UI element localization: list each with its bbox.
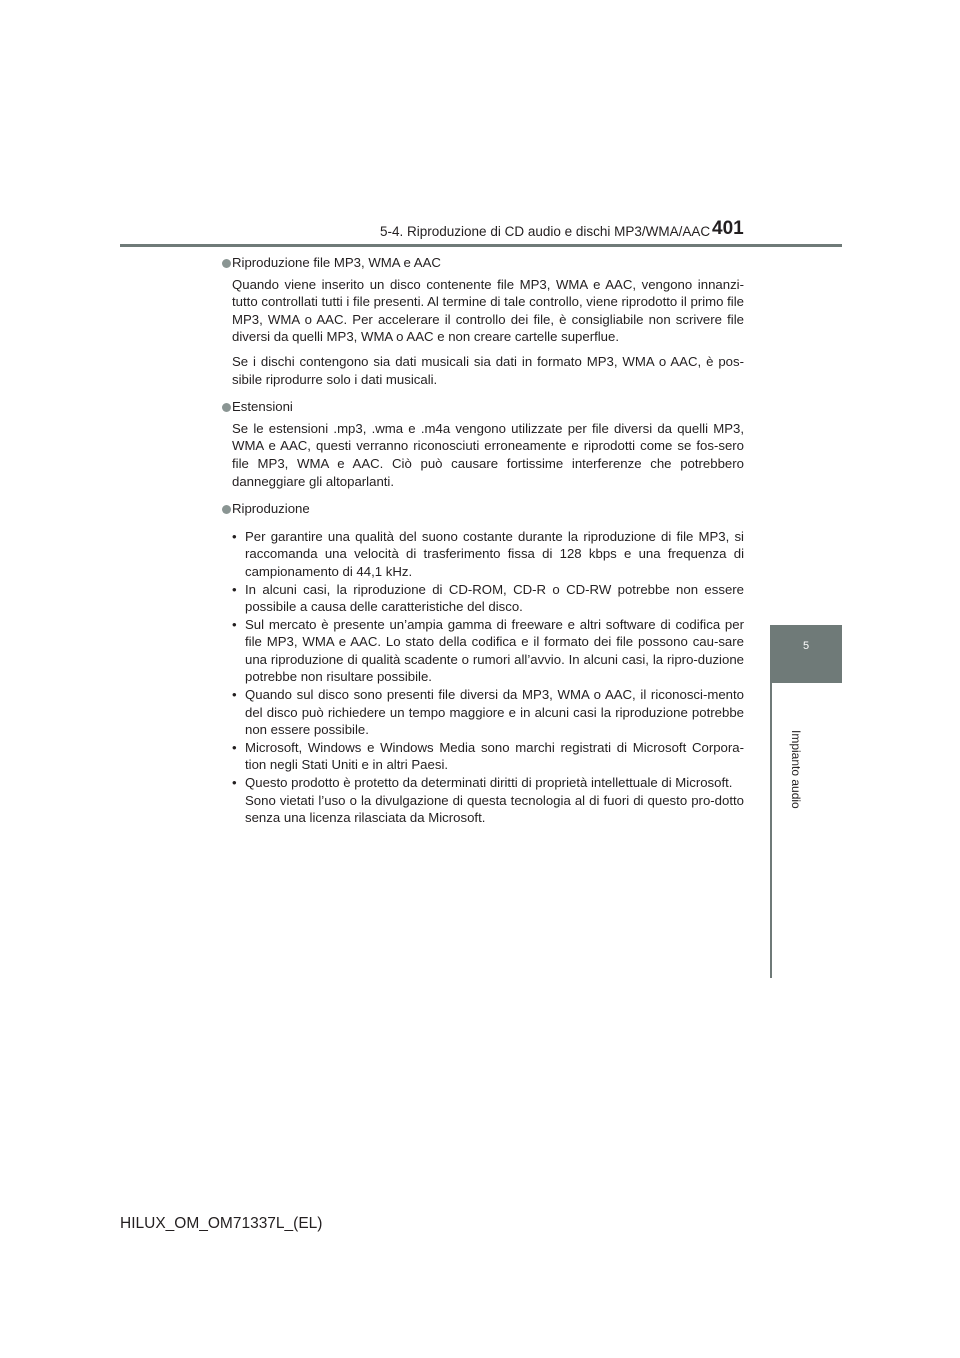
chapter-tab (770, 625, 842, 683)
paragraph: Se le estensioni .mp3, .wma e .m4a vengono utilizzate per file diversi da quelli MP3, WMA e AAC, questi verranno riconosciuti erroneamente e riprodotti come se fos-sero file MP3, WMA e AAC. Ciò può causare fortissime interferenze che potrebbero danneggiare gli altoparlanti. (232, 420, 744, 489)
section-title: 5-4. Riproduzione di CD audio e dischi MP3/WMA/AAC (380, 224, 711, 239)
list-item-text: In alcuni casi, la riproduzione di CD-ROM, CD-R o CD-RW potrebbe non essere possibile a causa delle caratteristiche del disco. (245, 581, 744, 615)
section-mp3-wma-aac (222, 254, 744, 388)
section-heading (222, 398, 744, 416)
section-heading-text: Riproduzione (232, 501, 310, 517)
bullet-dot-icon (222, 505, 231, 514)
section-playback (222, 500, 744, 827)
list-item-text: Sul mercato è presente un’ampia gamma di freeware e altri software di codifica per file MP3, WMA e AAC. Lo stato della codifica e il formato dei file possono cau-sare una riproduzione di qualità scadente o rumori all’avvio. In alcuni casi, la ripro-duzione potrebbe non risultare possibile. (245, 616, 744, 685)
list-bullet: • (232, 687, 237, 703)
section-heading (222, 500, 744, 518)
chapter-label: Impianto audio (789, 730, 803, 809)
main-content (222, 254, 744, 837)
list-item (232, 581, 744, 616)
section-heading-text: Estensioni (232, 399, 293, 415)
list-bullet: • (232, 616, 237, 632)
list-item (232, 616, 744, 686)
bullet-dot-icon (222, 259, 231, 268)
list-bullet: • (232, 739, 237, 755)
document-code: HILUX_OM_OM71337L_(EL) (120, 1215, 323, 1232)
section-heading (222, 254, 744, 272)
list-item-text: Questo prodotto è protetto da determinati diritti di proprietà intellettuale di Microsoft. (245, 775, 733, 791)
section-extensions (222, 398, 744, 490)
list-item-continuation: Sono vietati l’uso o la divulgazione di questa tecnologia al di fuori di questo pro-dotto senza una licenza rilasciata da Microsoft. (245, 792, 744, 826)
section-heading-text: Riproduzione file MP3, WMA e AAC (232, 255, 441, 270)
paragraph: Se i dischi contengono sia dati musicali sia dati in formato MP3, WMA o AAC, è pos-sibile riprodurre solo i dati musicali. (232, 353, 744, 387)
chapter-tab-rule (770, 683, 772, 978)
header-divider (120, 244, 842, 247)
list-item (232, 739, 744, 774)
list-item-text: Quando sul disco sono presenti file diversi da MP3, WMA o AAC, il riconosci-mento del disco può richiedere un tempo maggiore e in alcuni casi la riproduzione potrebbe non essere possibile. (245, 687, 744, 738)
list-bullet: • (232, 775, 237, 791)
chapter-number: 5 (802, 640, 810, 652)
paragraph: Quando viene inserito un disco contenente file MP3, WMA e AAC, vengono innanzi-tutto controllati tutti i file presenti. Al termine di tale controllo, viene riprodotto il primo file MP3, WMA o AAC. Per accelerare il controllo dei file, è consigliabile non scrivere file diversi da quelli MP3, WMA o AAC e non creare cartelle superflue. (232, 276, 744, 345)
page-number: 401 (712, 218, 744, 239)
list-item (232, 528, 744, 581)
list-item-text: Microsoft, Windows e Windows Media sono marchi registrati di Microsoft Corpora-tion negli Stati Uniti e in altri Paesi. (245, 739, 744, 773)
list-bullet: • (232, 581, 237, 597)
list-item (232, 774, 744, 792)
list-item (232, 686, 744, 739)
bullet-dot-icon (222, 403, 231, 412)
list-bullet: • (232, 528, 237, 544)
list-item-text: Per garantire una qualità del suono costante durante la riproduzione di file MP3, si raccomanda una velocità di trasferimento fissa di 128 kbps e una frequenza di campionamento di 44,1 kHz. (245, 528, 744, 579)
